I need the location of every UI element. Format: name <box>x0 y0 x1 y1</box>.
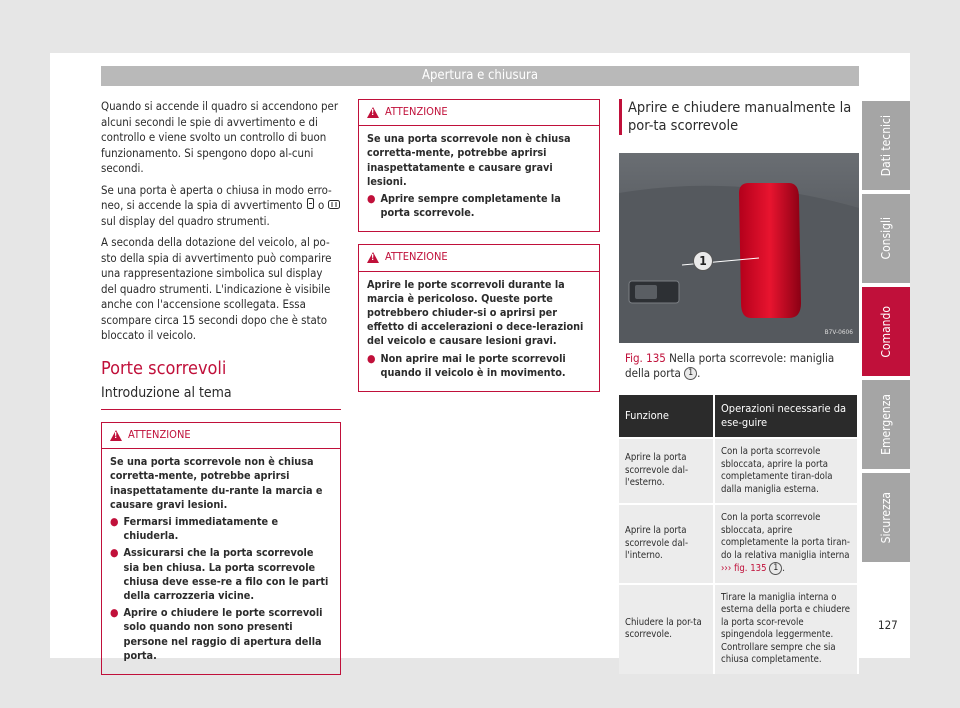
table-cell: Con la porta scorrevole sbloccata, aprire la porta completamente tiran-dola dalla maniglia esterna. <box>714 438 858 504</box>
warning-head: ATTENZIONE <box>385 105 448 118</box>
section-box-title: Aprire e chiudere manualmente la por-ta scorrevole <box>619 99 859 135</box>
figure-code: B7V-0606 <box>824 327 853 336</box>
warning-lead: Se una porta scorrevole non è chiusa corretta-mente, potrebbe aprirsi inaspettatamente du-rante la marcia e causare gravi lesioni. <box>110 455 323 511</box>
table-cell: Chiudere la por-ta scorrevole. <box>619 584 714 674</box>
warning-head: ATTENZIONE <box>128 428 191 441</box>
door-handle-figure <box>619 153 859 343</box>
warning-head: ATTENZIONE <box>385 250 448 264</box>
page-number: 127 <box>878 618 898 632</box>
warning-bullet: ● Fermarsi immediatamente e chiuderla. <box>110 515 279 543</box>
table-row <box>619 584 858 674</box>
table-cell: Tirare la maniglia interna o esterna della porta e chiudere la porta scor-revole spingendola leggermente. Controllare sempre che sia chiusa completamente. <box>714 584 858 674</box>
figure-number: Fig. 135 <box>625 351 666 365</box>
table-cell: Aprire la porta scorrevole dal-l'esterno. <box>619 438 714 504</box>
warning-box <box>101 422 341 675</box>
column-right <box>619 99 859 674</box>
bullet-icon: ● <box>110 515 119 529</box>
callout-ref: 1 <box>769 562 782 575</box>
function-table <box>619 395 859 674</box>
door-warning-icon <box>306 198 315 209</box>
table-cell: Aprire la porta scorrevole dal-l'interno. <box>619 504 714 584</box>
warning-lead: Aprire le porte scorrevoli durante la marcia è pericoloso. Queste porte potrebbero chiuder-si o aprirsi per effetto di accelerazioni o dece-lerazioni del veicolo e causare lesioni gravi. <box>367 277 584 348</box>
tab-consigli[interactable]: Consigli <box>862 194 910 283</box>
warning-bullet: ● Non aprire mai le porte scorrevoli quando il veicolo è in movimento. <box>367 351 566 379</box>
figure-link[interactable]: ››› fig. 135 <box>721 563 767 574</box>
warning-icon <box>367 252 379 263</box>
door-handle-illustration <box>619 153 859 343</box>
warning-lead: Se una porta scorrevole non è chiusa corretta-mente, potrebbe aprirsi inaspettatamente e causare gravi lesioni. <box>367 132 571 188</box>
bullet-icon: ● <box>367 192 376 206</box>
tab-dati-tecnici[interactable]: Dati tecnici <box>862 101 910 190</box>
warning-box <box>358 244 600 392</box>
figure-caption: Fig. 135 Nella porta scorrevole: maniglia della porta 1 . <box>625 351 835 380</box>
paragraph: Quando si accende il quadro si accendono per alcuni secondi le spie di avvertimento e di controllo e viene svolto un controllo di buon funzionamento. Si spengono dopo al-cuni secondi. <box>101 99 339 175</box>
warning-icon <box>367 107 379 118</box>
paragraph-warning-lamp: Se una porta è aperta o chiusa in modo erro-neo, si accende la spia di avvertimento o sul display del quadro strumenti. <box>101 183 341 230</box>
table-header: Operazioni necessarie da ese-guire <box>714 395 858 438</box>
warning-bullet: ● Assicurarsi che la porta scorrevole sia ben chiusa. La porta scorrevole chiusa deve esse-re a filo con le parti della carrozzeria vicine. <box>110 546 329 603</box>
tab-emergenza[interactable]: Emergenza <box>862 380 910 469</box>
table-header: Funzione <box>619 395 714 438</box>
bullet-icon: ● <box>110 546 119 560</box>
warning-icon <box>110 430 122 441</box>
bullet-icon: ● <box>367 351 376 365</box>
sliding-door-icon <box>328 200 340 209</box>
paragraph: A seconda della dotazione del veicolo, al po-sto della spia di avvertimento può comparire una rappresentazione simbolica sul display del quadro strumenti. L'indicazione è visibile anche con l'accensione scollegata. Essa scompare circa 15 secondi dopo che è stato bloccato il veicolo. <box>101 235 332 342</box>
table-row <box>619 438 858 504</box>
table-row <box>619 504 858 584</box>
callout-marker: 1 <box>693 251 713 271</box>
callout-ref: 1 <box>684 367 697 380</box>
bullet-icon: ● <box>110 606 119 620</box>
section-title: Porte scorrevoli <box>101 357 227 379</box>
table-cell: Con la porta scorrevole sbloccata, aprire completamente la porta tiran-do la relativa maniglia interna ››› fig. 135 1 . <box>714 504 858 584</box>
column-left <box>101 99 341 687</box>
warning-bullet: ● Aprire sempre completamente la porta scorrevole. <box>367 192 561 220</box>
column-middle <box>358 99 600 404</box>
chapter-tabs <box>862 101 910 566</box>
sub-title: Introduzione al tema <box>101 386 341 411</box>
tab-sicurezza[interactable]: Sicurezza <box>862 473 910 562</box>
warning-bullet: ● Aprire o chiudere le porte scorrevoli solo quando non sono presenti persone nel raggio di apertura della porta. <box>110 606 323 662</box>
warning-box <box>358 99 600 232</box>
tab-comando[interactable]: Comando <box>862 287 910 376</box>
page-header: Apertura e chiusura <box>101 66 859 86</box>
